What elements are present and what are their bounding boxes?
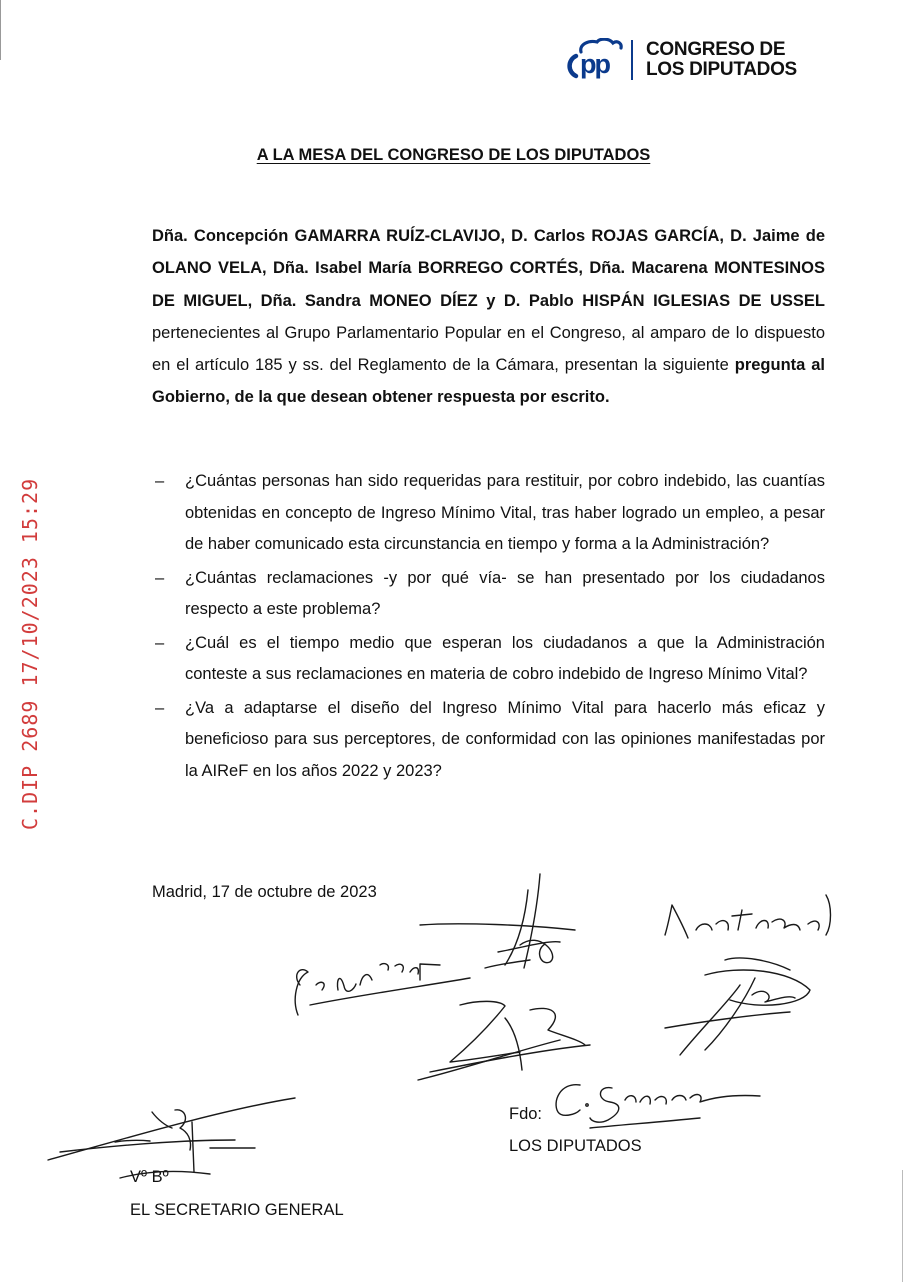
secretary-label: EL SECRETARIO GENERAL (130, 1201, 344, 1219)
signature-3 (418, 1001, 590, 1080)
institution-line-2: LOS DIPUTADOS (646, 59, 797, 80)
question-item-2 (152, 563, 825, 626)
signing-date: Madrid, 17 de octubre de 2023 (152, 883, 377, 901)
questions-list (152, 466, 825, 787)
fdo-label: Fdo: (509, 1105, 543, 1123)
pp-logo-text: pp (580, 49, 609, 79)
signature-6 (556, 1085, 760, 1128)
question-item-1 (152, 466, 825, 561)
intro-middle-text: pertenecientes al Grupo Parlamentario Popular en el Congreso, al amparo de lo dispuesto en el artículo 185 y ss. del Reglamento de la Cámara, presentan la siguiente (152, 323, 825, 375)
addressee-heading: A LA MESA DEL CONGRESO DE LOS DIPUTADOS (256, 146, 651, 164)
scan-edge-line-right (902, 1170, 903, 1282)
header-logo (567, 38, 797, 82)
signature-5 (665, 958, 810, 1055)
list-dash: – (155, 472, 165, 490)
question-text: ¿Cuál es el tiempo medio que esperan los ciudadanos a que la Administración conteste a sus reclamaciones en materia de cobro indebido de Ingreso Mínimo Vital? (185, 633, 825, 683)
institution-line-1: CONGRESO DE (646, 39, 786, 60)
intro-paragraph (152, 220, 825, 414)
question-text: ¿Va a adaptarse el diseño del Ingreso Mínimo Vital para hacerlo más eficaz y beneficioso para sus perceptores, de conformidad con las opiniones manifestadas por la AIReF en los años 2022 y 2023? (185, 698, 825, 780)
signers-label: LOS DIPUTADOS (509, 1137, 642, 1155)
list-dash: – (155, 633, 165, 652)
logo-divider (631, 40, 633, 80)
signature-4 (665, 895, 831, 938)
list-dash: – (155, 698, 165, 717)
question-item-4 (152, 693, 825, 788)
pp-logo-icon (567, 38, 623, 82)
request-text: pregunta al Gobierno, de la que desean obtener respuesta por escrito. (152, 356, 825, 407)
question-item-3 (152, 628, 825, 691)
vobo-label: Vº Bº (130, 1168, 169, 1186)
institution-name (646, 40, 797, 80)
question-text: ¿Cuántas personas han sido requeridas para restituir, por cobro indebido, las cuantías obtenidas en concepto de Ingreso Mínimo Vital, tras haber logrado un empleo, a pesar de haber comunicado esta circunstancia en tiempo y forma a la Administración? (185, 472, 825, 553)
question-text: ¿Cuántas reclamaciones -y por qué vía- se han presentado por los ciudadanos respecto a este problema? (185, 568, 825, 618)
signature-1 (420, 874, 575, 968)
scan-edge-line (0, 0, 1, 60)
registry-stamp: C.DIP 2689 17/10/2023 15:29 (18, 477, 42, 830)
signatories-names: Dña. Concepción GAMARRA RUÍZ-CLAVIJO, D. Carlos ROJAS GARCÍA, D. Jaime de OLANO VELA, Dña. Isabel María BORREGO CORTÉS, Dña. Macarena MONTESINOS DE MIGUEL, Dña. Sandra MONEO DÍEZ y D. Pablo HISPÁN IGLESIAS DE USSEL (152, 227, 825, 310)
signature-7 (48, 1098, 295, 1178)
signature-2 (295, 964, 470, 1015)
list-dash: – (155, 568, 165, 587)
